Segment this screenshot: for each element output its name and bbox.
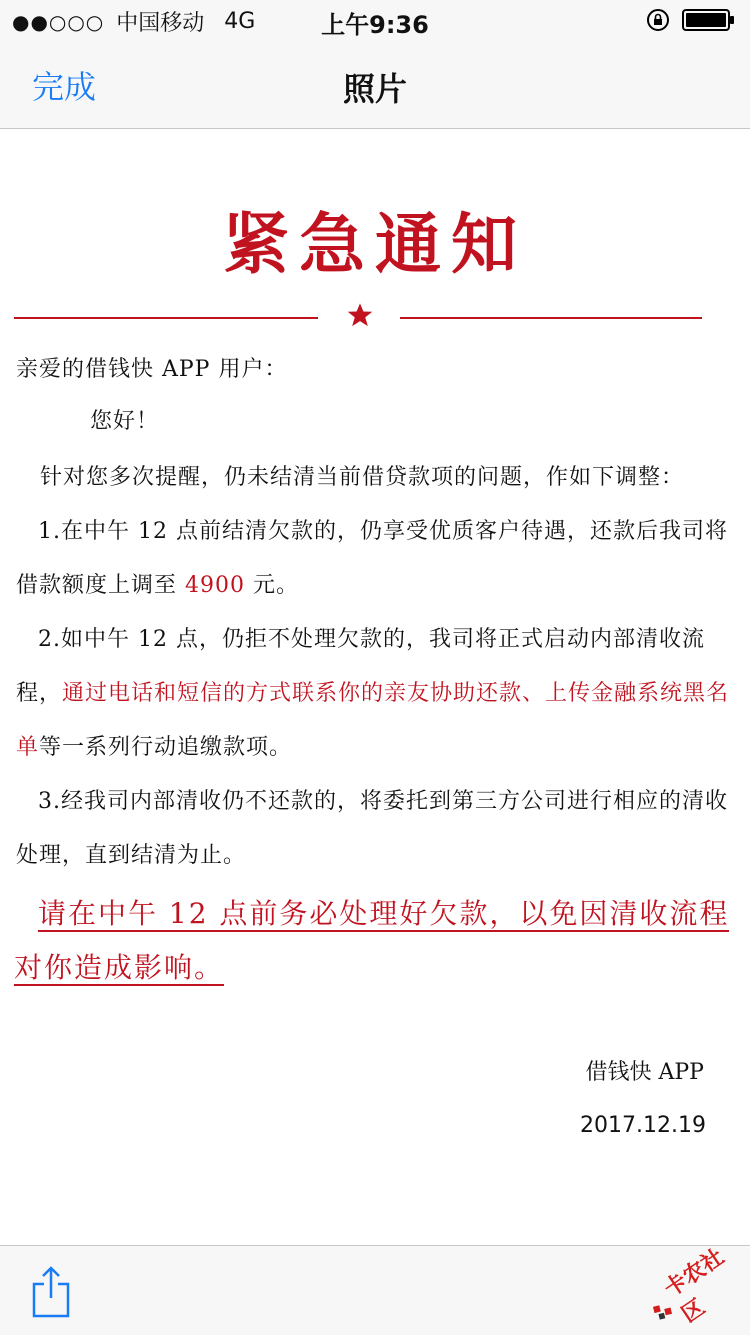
watermark-text: 卡农社区 [660, 1244, 729, 1328]
item-2-end: 等一系列行动追缴款项。 [39, 735, 293, 760]
item-2 [16, 613, 734, 775]
network-type: 4G [224, 9, 256, 34]
bottom-toolbar [0, 1245, 750, 1335]
notice-image[interactable] [0, 129, 750, 1245]
greeting: 亲爱的借钱快 APP 用户： [16, 357, 288, 382]
rotation-lock-icon [646, 8, 670, 32]
watermark [636, 1237, 750, 1343]
status-time: 上午9:36 [321, 11, 429, 39]
item-3 [16, 775, 734, 883]
item-1 [16, 505, 734, 613]
notice-date: 2017.12.19 [580, 1113, 706, 1138]
left-divider [14, 317, 318, 319]
right-divider [400, 317, 702, 319]
item-1-amount: 4900 [185, 573, 245, 598]
item-1-text: 1.在中午 12 点前结清欠款的，仍享受优质客户待遇，还款后我司将借款额度上调至 [16, 519, 728, 598]
item-1-unit: 元。 [245, 573, 299, 598]
warning-text [14, 887, 736, 995]
warning-line: 请在中午 12 点前务必处理好欠款，以免因清收流程对你造成影响。 [14, 897, 730, 984]
battery-icon [682, 8, 736, 32]
item-3-text: 3.经我司内部清收仍不还款的，将委托到第三方公司进行相应的清收处理，直到结清为止。 [16, 789, 728, 868]
signature: 借钱快 APP [585, 1060, 704, 1085]
navigation-bar [0, 40, 750, 129]
signal-strength: ●●○○○ [12, 9, 105, 34]
notice-headline: 紧急通知 [223, 205, 527, 283]
status-bar [0, 0, 750, 40]
carrier-name: 中国移动 [116, 11, 205, 36]
item-2-text: 2.如中午 12 点，仍拒不处理欠款的，我司将正式启动内部清收流程， [16, 627, 705, 706]
intro-text: 针对您多次提醒，仍未结清当前借贷款项的问题，作如下调整： [40, 465, 685, 490]
page-title: 照片 [342, 70, 407, 108]
hello-text: 您好！ [90, 409, 160, 434]
star-icon [346, 301, 374, 329]
item-2-red-text: 通过电话和短信的方式联系你的亲友协助还款、上传金融系统黑名单 [16, 681, 730, 760]
status-right [646, 8, 736, 32]
share-icon[interactable] [30, 1264, 72, 1318]
done-button[interactable]: 完成 [32, 68, 97, 106]
